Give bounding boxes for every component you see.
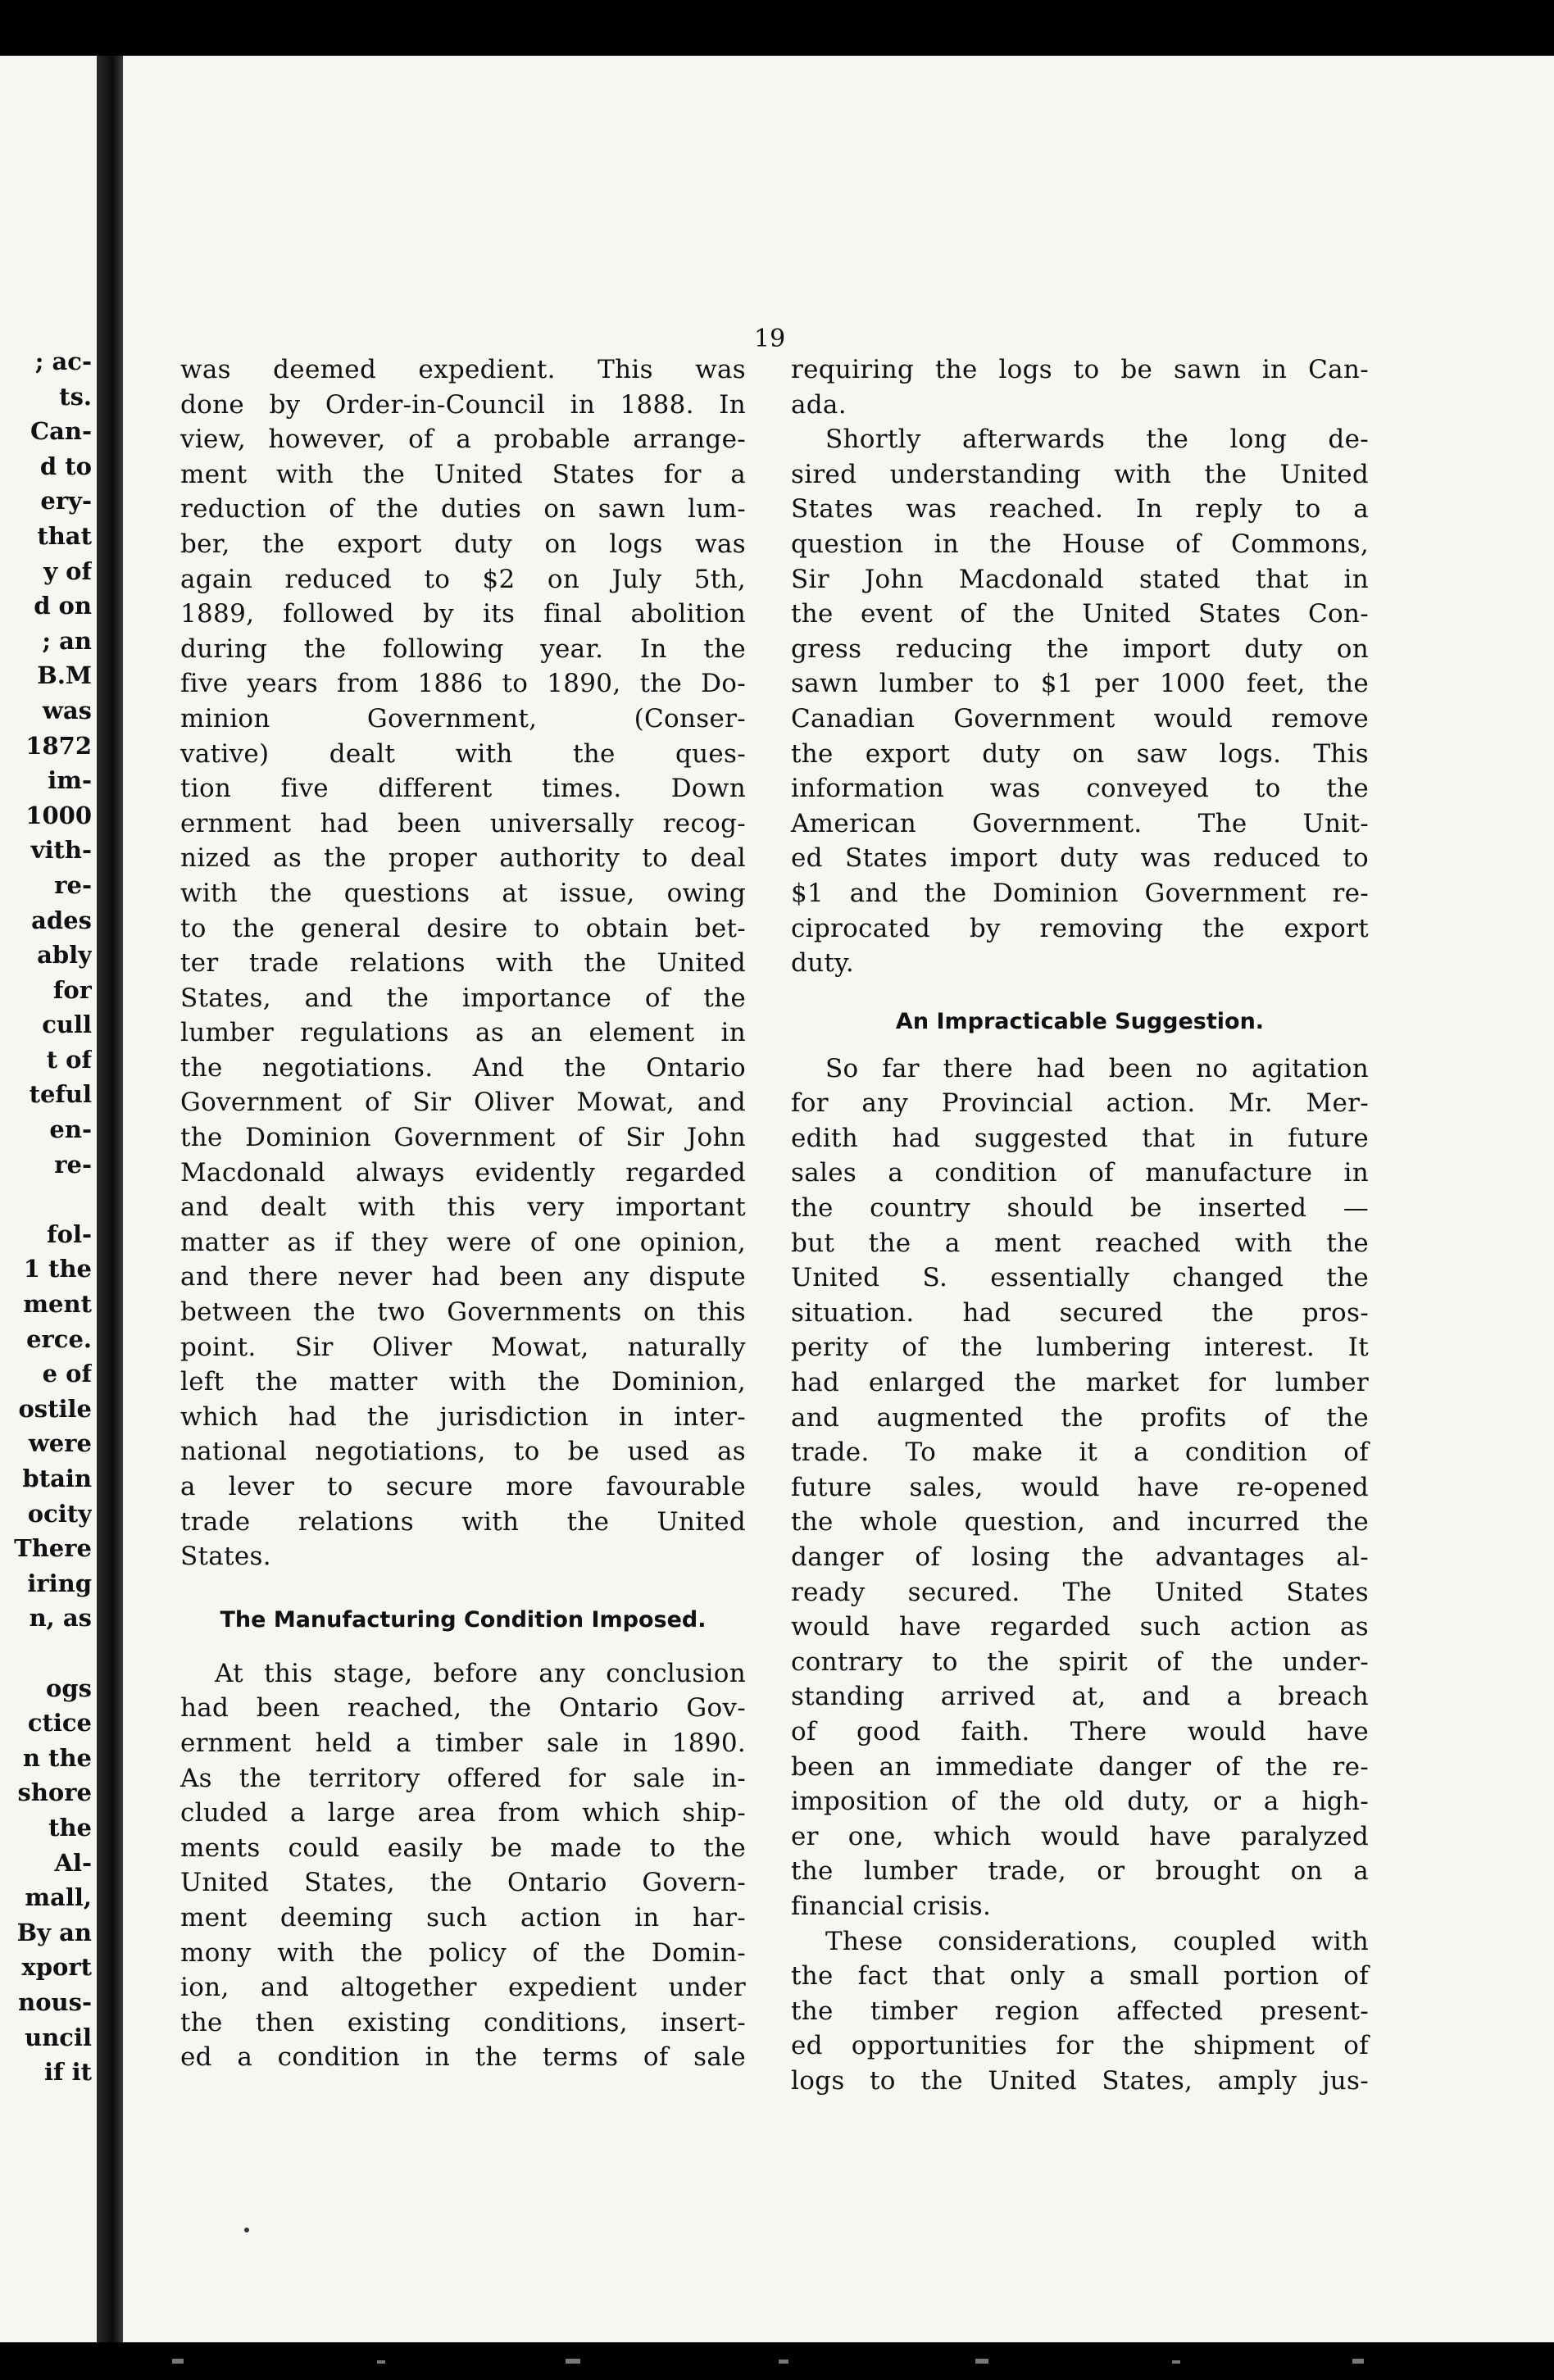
margin-fragment: ostile: [18, 1394, 92, 1423]
paragraph-4: [791, 422, 1369, 981]
margin-fragment: were: [28, 1429, 92, 1458]
text-line: tion five different times. Down: [180, 774, 746, 804]
margin-fragment: B.M: [37, 661, 92, 690]
text-line: ready secured. The United States: [791, 1577, 1369, 1607]
margin-fragment: en-: [49, 1115, 92, 1144]
text-line: States was reached. In reply to a: [791, 494, 1369, 525]
text-line: mony with the policy of the Domin-: [180, 1937, 746, 1968]
text-line: trade relations with the United: [180, 1506, 746, 1537]
margin-fragment: ery-: [40, 487, 92, 516]
text-line: question in the House of Commons,: [791, 529, 1369, 559]
text-line: had been reached, the Ontario Gov-: [180, 1693, 746, 1724]
page-binding-shadow: [97, 56, 123, 2342]
scan-edge-marks: [107, 2344, 1549, 2380]
margin-fragment: ocity: [27, 1499, 92, 1528]
margin-fragment: n the: [22, 1743, 92, 1772]
text-line: again reduced to $2 on July 5th,: [180, 564, 746, 594]
text-line: the country should be inserted —: [791, 1193, 1369, 1224]
text-line: sawn lumber to $1 per 1000 feet, the: [791, 669, 1369, 699]
text-line: Canadian Government would remove: [791, 703, 1369, 734]
text-line: imposition of the old duty, or a high-: [791, 1787, 1369, 1817]
text-line: view, however, of a probable arrange-: [180, 425, 746, 455]
text-line: would have regarded such action as: [791, 1612, 1369, 1642]
margin-fragment: btain: [22, 1465, 92, 1492]
margin-fragment: that: [37, 521, 92, 550]
page-number: 19: [754, 325, 786, 353]
text-line: American Government. The Unit-: [791, 808, 1369, 838]
text-line: the whole question, and incurred the: [791, 1507, 1369, 1537]
text-line: ed opportunities for the shipment of: [791, 2031, 1369, 2061]
text-line: but the a ment reached with the: [791, 1228, 1369, 1258]
margin-fragment: vith-: [30, 836, 92, 865]
margin-fragment: 1 the: [23, 1255, 92, 1283]
margin-fragment: cull: [42, 1011, 92, 1039]
text-line: vative) dealt with the ques-: [180, 738, 746, 769]
text-line: the timber region affected present-: [791, 1996, 1369, 2026]
text-line: Macdonald always evidently regarded: [180, 1157, 746, 1188]
margin-fragment: ts.: [59, 382, 92, 411]
text-line: five years from 1886 to 1890, the Do-: [180, 669, 746, 699]
text-line: the negotiations. And the Ontario: [180, 1052, 746, 1083]
margin-fragment: if it: [44, 2058, 92, 2087]
margin-fragment: ably: [37, 941, 92, 970]
text-line: ed a condition in the terms of sale: [180, 2042, 746, 2073]
margin-fragment: re-: [54, 1150, 92, 1179]
margin-fragment: 1000: [25, 801, 92, 829]
text-line: gress reducing the import duty on: [791, 634, 1369, 664]
margin-fragment: shore: [17, 1778, 92, 1807]
text-line: standing arrived at, and a breach: [791, 1682, 1369, 1712]
text-line: ernment held a timber sale in 1890.: [180, 1728, 746, 1758]
text-line: which had the jurisdiction in inter-: [180, 1401, 746, 1432]
paragraph-5: [791, 1051, 1369, 1924]
margin-fragment: d to: [39, 452, 92, 480]
text-line: These considerations, coupled with: [825, 1926, 1369, 1956]
text-line: situation. had secured the pros-: [791, 1297, 1369, 1328]
margin-fragment: ment: [23, 1290, 92, 1319]
text-line: nized as the proper authority to deal: [180, 843, 746, 874]
text-line: $1 and the Dominion Government re-: [791, 878, 1369, 908]
margin-fragment: [0, 1182, 92, 1217]
margin-fragment: xport: [21, 1953, 92, 1982]
text-line: Sir John Macdonald stated that in: [791, 564, 1369, 594]
text-line: cluded a large area from which ship-: [180, 1798, 746, 1828]
text-line: As the territory offered for sale in-: [180, 1763, 746, 1793]
margin-fragment: Al-: [54, 1848, 92, 1877]
text-line: ter trade relations with the United: [180, 948, 746, 979]
margin-fragment: y of: [43, 556, 92, 585]
text-line: contrary to the spirit of the under-: [791, 1646, 1369, 1677]
margin-fragment: [0, 1636, 92, 1671]
text-line: edith had suggested that in future: [791, 1123, 1369, 1153]
text-line: perity of the lumbering interest. It: [791, 1333, 1369, 1363]
paragraph-3: [791, 352, 1369, 422]
text-line: the fact that only a small portion of: [791, 1961, 1369, 1992]
section-heading-manufacturing-condition: The Manufacturing Condition Imposed.: [220, 1606, 707, 1633]
margin-fragment: There: [14, 1534, 92, 1563]
text-line: sales a condition of manufacture in: [791, 1158, 1369, 1188]
text-line: for any Provincial action. Mr. Mer-: [791, 1088, 1369, 1119]
margin-fragment: By an: [16, 1918, 92, 1946]
margin-fragment: 1872: [25, 731, 92, 760]
margin-fragment: im-: [48, 766, 92, 795]
paragraph-2: [180, 1656, 746, 2075]
text-line: 1889, followed by its final abolition: [180, 599, 746, 629]
margin-fragment: ctice: [27, 1709, 92, 1737]
text-line: the then existing conditions, insert-: [180, 2007, 746, 2037]
text-line: Government of Sir Oliver Mowat, and: [180, 1088, 746, 1118]
text-line: ber, the export duty on logs was: [180, 529, 746, 559]
text-line: United States, the Ontario Govern-: [180, 1868, 746, 1898]
section-heading-impracticable-suggestion: An Impracticable Suggestion.: [895, 1008, 1265, 1034]
text-line: left the matter with the Dominion,: [180, 1367, 746, 1397]
margin-fragment: teful: [29, 1080, 92, 1109]
margin-fragment: uncil: [25, 2023, 92, 2051]
text-line: States, and the importance of the: [180, 983, 746, 1013]
text-line: and dealt with this very important: [180, 1192, 746, 1223]
text-line: the Dominion Government of Sir John: [180, 1123, 746, 1153]
text-line: during the following year. In the: [180, 634, 746, 664]
margin-fragment: was: [42, 696, 92, 724]
text-line: a lever to secure more favourable: [180, 1472, 746, 1501]
text-line: point. Sir Oliver Mowat, naturally: [180, 1332, 746, 1362]
text-line: the lumber trade, or brought on a: [791, 1856, 1369, 1887]
margin-fragment: d on: [34, 592, 92, 620]
text-line: been an immediate danger of the re-: [791, 1751, 1369, 1782]
text-line: ion, and altogether expedient under: [180, 1973, 746, 2003]
text-line: At this stage, before any conclusion: [215, 1658, 746, 1688]
text-line: So far there had been no agitation: [825, 1053, 1369, 1083]
margin-fragment: ; an: [42, 626, 92, 655]
text-line: ments could easily be made to the: [180, 1833, 746, 1863]
text-line: ciprocated by removing the export: [791, 913, 1369, 943]
ink-speck: [244, 2228, 249, 2232]
margin-fragment: erce.: [26, 1324, 92, 1353]
text-line: had enlarged the market for lumber: [791, 1368, 1369, 1398]
margin-fragment: ogs: [46, 1674, 92, 1702]
text-line: States.: [180, 1542, 271, 1572]
margin-fragment: e of: [42, 1360, 92, 1388]
paragraph-6: [791, 1924, 1369, 2099]
text-line: United S. essentially changed the: [791, 1263, 1369, 1293]
text-line: ment with the United States for a: [180, 459, 746, 489]
margin-fragment: fol-: [47, 1220, 92, 1248]
text-line: and there never had been any dispute: [180, 1262, 746, 1292]
text-line: information was conveyed to the: [791, 774, 1369, 804]
text-line: of good faith. There would have: [791, 1716, 1369, 1746]
text-line: Shortly afterwards the long de-: [825, 425, 1369, 455]
text-line: sired understanding with the United: [791, 459, 1369, 489]
text-line: between the two Governments on this: [180, 1297, 746, 1328]
margin-fragment: mall,: [25, 1883, 92, 1912]
text-line: the event of the United States Con-: [791, 599, 1369, 629]
paragraph-1: [180, 352, 746, 1574]
text-line: financial crisis.: [791, 1891, 992, 1921]
text-line: and augmented the profits of the: [791, 1402, 1369, 1433]
text-line: ada.: [791, 389, 847, 420]
margin-fragment: t of: [46, 1045, 92, 1074]
text-line: danger of losing the advantages al-: [791, 1542, 1369, 1572]
text-line: matter as if they were of one opinion,: [180, 1227, 746, 1257]
margin-fragment: re-: [54, 870, 92, 899]
text-line: ed States import duty was reduced to: [791, 843, 1369, 874]
text-line: requiring the logs to be sawn in Can-: [791, 355, 1369, 384]
margin-fragment: iring: [27, 1569, 92, 1597]
text-line: er one, which would have paralyzed: [791, 1821, 1369, 1851]
text-line: the export duty on saw logs. This: [791, 738, 1369, 769]
margin-fragment: ; ac-: [34, 347, 92, 375]
margin-fragment: nous-: [18, 1987, 92, 2016]
text-line: minion Government, (Conser-: [180, 703, 746, 734]
text-column-left: [180, 352, 746, 2075]
text-line: to the general desire to obtain bet-: [180, 913, 746, 943]
text-line: reduction of the duties on sawn lum-: [180, 494, 746, 525]
text-line: duty.: [791, 948, 855, 979]
text-line: national negotiations, to be used as: [180, 1437, 746, 1467]
text-line: logs to the United States, amply jus-: [791, 2065, 1369, 2096]
margin-fragment: n, as: [29, 1604, 92, 1633]
margin-fragment: Can-: [30, 417, 92, 446]
margin-fragment: the: [48, 1813, 92, 1842]
text-column-right: [791, 352, 1369, 2099]
text-line: with the questions at issue, owing: [180, 878, 746, 908]
margin-fragment: for: [52, 975, 92, 1004]
text-line: trade. To make it a condition of: [791, 1438, 1369, 1468]
text-line: future sales, would have re-opened: [791, 1472, 1369, 1502]
text-line: done by Order-in-Council in 1888. In: [180, 389, 746, 420]
margin-fragment: ades: [31, 906, 92, 934]
text-line: lumber regulations as an element in: [180, 1018, 746, 1048]
text-line: was deemed expedient. This was: [180, 355, 746, 384]
text-line: ernment had been universally recog-: [180, 808, 746, 838]
left-page-fragments: [0, 344, 92, 2090]
text-line: ment deeming such action in har-: [180, 1902, 746, 1933]
